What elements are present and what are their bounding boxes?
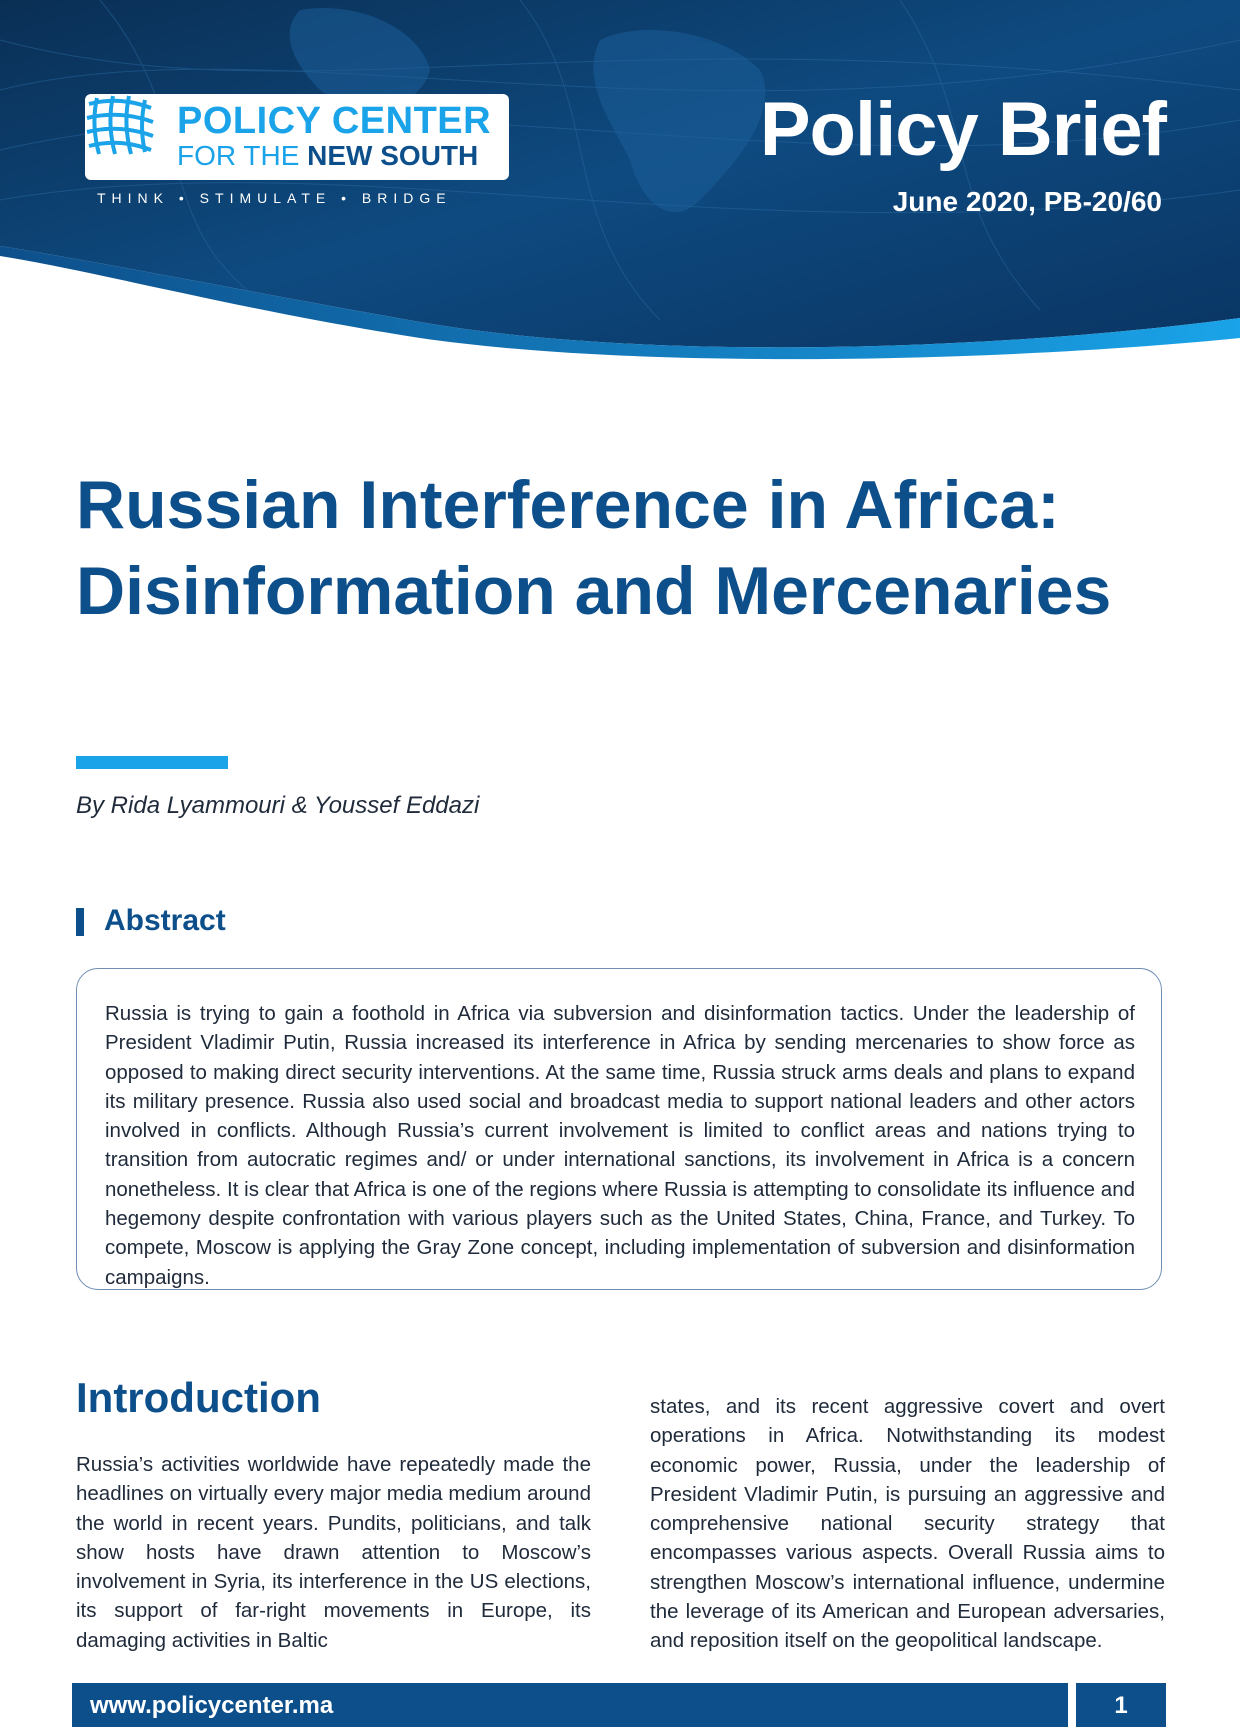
- abstract-text: Russia is trying to gain a foothold in Africa via subversion and disinformation tactics. Under the leadership of President Vladimir Putin, Russia increased its interference in Africa by sending mercenaries to show force as opposed to making direct security interventions. At the same time, Russia struck arms deals and plans to expand its military presence. Russia also used social and broadcast media to support national leaders and other actors involved in conflicts. Although Russia’s current involvement is limited to conflict areas and nations trying to transition from autocratic regimes and/ or under international sanctions, its involvement in Africa is a concern nonetheless. It is clear that Africa is one of the regions where Russia is attempting to consolidate its influence and hegemony despite confrontation with various players such as the United States, China, France, and Turkey. To compete, Moscow is applying the Gray Zone concept, including implementation of subversion and disinformation campaigns.: [105, 1002, 1135, 1289]
- document-title: [76, 462, 1176, 634]
- introduction-heading: Introduction: [76, 1374, 321, 1421]
- logo-text-primary: POLICY CENTER: [177, 100, 492, 142]
- byline: By Rida Lyammouri & Youssef Eddazi: [76, 792, 480, 819]
- series-title: Policy Brief: [759, 87, 1166, 172]
- accent-divider: [76, 756, 228, 769]
- logo-text-prefix: FOR THE: [177, 140, 308, 171]
- document-title-line-2: Disinformation and Mercenaries: [76, 553, 1112, 629]
- header-banner: [0, 0, 1240, 360]
- header-background: [0, 0, 1240, 360]
- document-title-line-1: Russian Interference in Africa:: [76, 467, 1060, 543]
- introduction-column-right: states, and its recent aggressive covert and overt operations in Africa. Notwithstanding its modest economic power, Russia, under the leadership of President Vladimir Putin, is pursuing an aggressive and comprehensive national security strategy that encompasses various aspects. Overall Russia aims to strengthen Moscow’s international influence, undermine the leverage of its American and European adversaries, and reposition itself on the geopolitical landscape.: [650, 1395, 1165, 1653]
- page-number-box: [1076, 1683, 1166, 1727]
- abstract-heading: Abstract: [104, 904, 226, 937]
- footer-bar: [72, 1683, 1068, 1727]
- abstract-box: [76, 968, 1162, 1290]
- date-code: June 2020, PB-20/60: [892, 186, 1162, 217]
- page-number: 1: [1114, 1692, 1128, 1719]
- policy-center-globe-logo-icon: [85, 94, 155, 156]
- logo[interactable]: [85, 94, 509, 180]
- introduction-column-left: Russia’s activities worldwide have repeatedly made the headlines on virtually every major media medium around the world in recent years. Pundits, politicians, and talk show hosts have drawn attention to Moscow’s involvement in Syria, its interference in the US elections, its support of far-right movements in Europe, its damaging activities in Baltic: [76, 1453, 591, 1652]
- logo-tagline: THINK • STIMULATE • BRIDGE: [97, 190, 452, 206]
- footer-url-link[interactable]: www.policycenter.ma: [90, 1692, 334, 1719]
- abstract-marker: [76, 908, 84, 936]
- logo-text-secondary: [177, 140, 478, 172]
- logo-text-bold: NEW SOUTH: [307, 140, 479, 171]
